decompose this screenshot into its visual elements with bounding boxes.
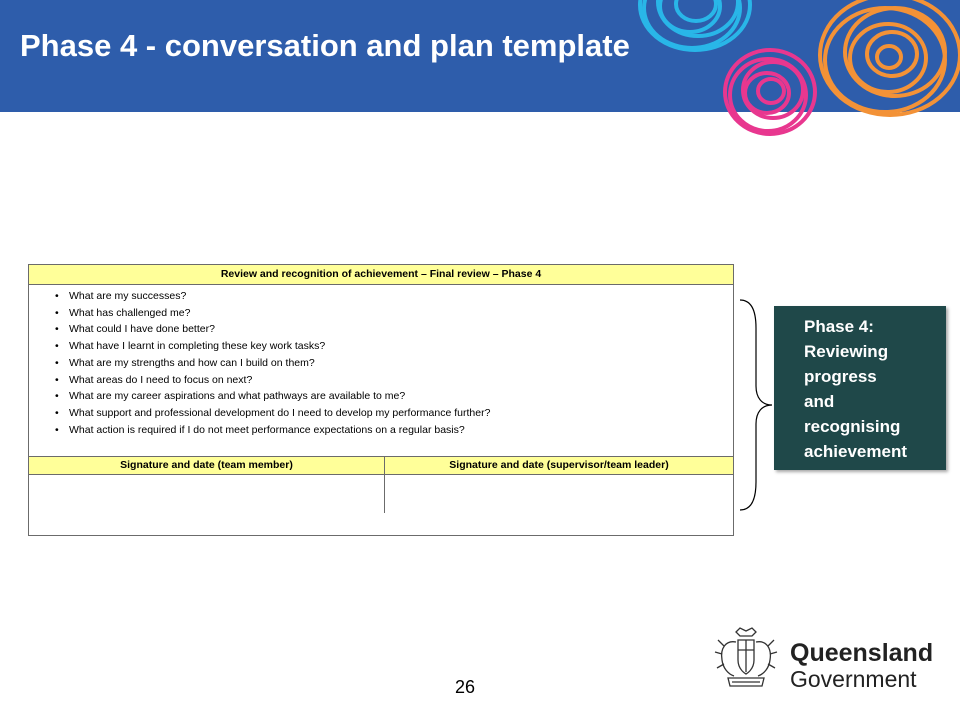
- review-table: [28, 264, 734, 536]
- question-text: What have I learnt in completing these key work tasks?: [69, 340, 326, 353]
- question-text: What are my successes?: [69, 290, 187, 302]
- slide-title: Phase 4 - conversation and plan template: [20, 28, 630, 63]
- bullet-icon: •: [55, 290, 59, 302]
- curly-brace-icon: [736, 298, 776, 512]
- question-list: [29, 285, 733, 456]
- logo-line-queensland: Queensland: [790, 639, 934, 667]
- question-text: What could I have done better?: [69, 323, 215, 336]
- question-text: What has challenged me?: [69, 306, 191, 319]
- signature-row: [29, 456, 733, 513]
- question-text: What support and professional development do I need to develop my performance further?: [69, 406, 491, 419]
- list-item: [29, 405, 733, 422]
- bullet-icon: •: [55, 390, 59, 403]
- question-text: What areas do I need to focus on next?: [69, 373, 253, 386]
- phase-box-line: recognising: [804, 417, 901, 436]
- review-table-header: Review and recognition of achievement – Final review – Phase 4: [29, 265, 733, 285]
- question-text: What are my strengths and how can I build on them?: [69, 356, 315, 369]
- signature-team-member-label: Signature and date (team member): [29, 457, 384, 475]
- signature-supervisor-cell: [385, 457, 733, 513]
- bullet-icon: •: [55, 340, 59, 353]
- phase-box-line: progress: [804, 367, 877, 386]
- question-text: What action is required if I do not meet performance expectations on a regular basis?: [69, 423, 465, 436]
- signature-supervisor-label: Signature and date (supervisor/team leader): [385, 457, 733, 475]
- list-item: [29, 338, 733, 355]
- bullet-icon: •: [55, 323, 59, 336]
- signature-team-member-cell: [29, 457, 385, 513]
- list-item: [29, 372, 733, 389]
- bullet-icon: •: [55, 306, 59, 319]
- list-item: [29, 305, 733, 322]
- signature-team-member-field[interactable]: [29, 475, 384, 513]
- queensland-coat-of-arms-icon: [712, 626, 780, 694]
- phase-4-callout: [774, 306, 946, 470]
- queensland-government-logo: [790, 640, 933, 692]
- list-item: [29, 422, 733, 439]
- bullet-icon: •: [55, 373, 59, 386]
- phase-box-line: achievement: [804, 442, 907, 461]
- bullet-icon: •: [55, 406, 59, 419]
- signature-supervisor-field[interactable]: [385, 475, 733, 513]
- list-item: [29, 388, 733, 405]
- phase-box-line: Reviewing: [804, 342, 889, 361]
- decorative-scribble-circles-icon: [600, 0, 960, 150]
- question-text: What are my career aspirations and what pathways are available to me?: [69, 390, 406, 403]
- page-number: 26: [454, 677, 476, 697]
- list-item: [29, 355, 733, 372]
- bullet-icon: •: [55, 423, 59, 436]
- bullet-icon: •: [55, 356, 59, 369]
- phase-box-line: Phase 4:: [804, 317, 874, 336]
- list-item: [29, 288, 733, 305]
- phase-box-line: and: [804, 392, 835, 411]
- logo-line-government: Government: [790, 666, 917, 692]
- list-item: [29, 321, 733, 338]
